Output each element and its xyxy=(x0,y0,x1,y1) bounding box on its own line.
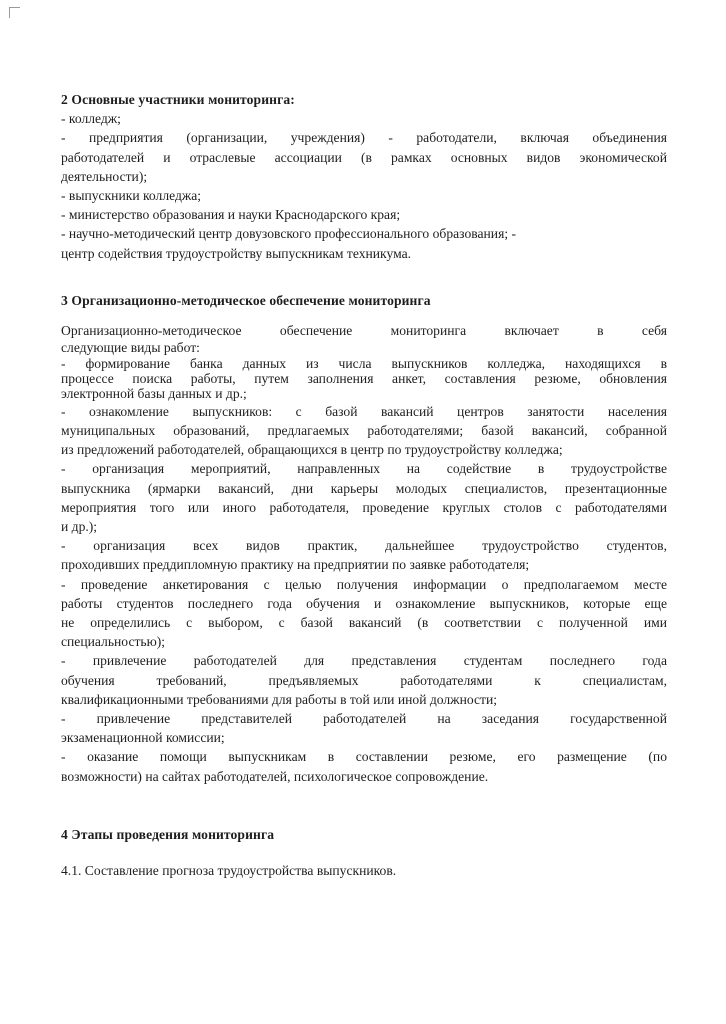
section-3-line: - формирование банка данных из числа выпускников колледжа, находящихся в xyxy=(61,355,667,371)
section-3-line: работы студентов последнего года обучения и ознакомление выпускников, которые еще xyxy=(61,595,667,611)
section-3-line: не определились с выбором, с базой вакансий (в соответствии с полученной ими xyxy=(61,615,667,631)
section-3-line: Организационно-методическое обеспечение мониторинга включает в себя xyxy=(61,323,667,338)
section-2-line: - выпускники колледжа; xyxy=(61,188,202,204)
section-3-line: - организация всех видов практик, дальнейшее трудоустройство студентов, xyxy=(61,538,667,554)
section-2 xyxy=(61,90,667,263)
section-2-line: работодателей и отраслевые ассоциации (в рамках основных видов экономической xyxy=(61,149,667,165)
section-2-line: центр содействия трудоустройству выпускникам техникума. xyxy=(61,245,412,261)
section-2-line: - министерство образования и науки Краснодарского края; xyxy=(61,207,401,223)
section-3-line: проходивших преддипломную практику на предприятии по заявке работодателя; xyxy=(61,557,530,573)
section-3-title: 3 Организационно-методическое обеспечение мониторинга xyxy=(61,293,431,308)
section-3-line: и др.); xyxy=(61,519,98,535)
section-4-title: 4 Этапы проведения мониторинга xyxy=(61,827,275,842)
section-3-line: из предложений работодателей, обращающихся в центр по трудоустройству колледжа; xyxy=(61,442,563,458)
section-3-line: - привлечение работодателей для представления студентам последнего года xyxy=(61,653,667,669)
section-3-heading-block xyxy=(61,291,667,310)
section-3-line: возможности) на сайтах работодателей, психологическое сопровождение. xyxy=(61,768,489,784)
section-3-line: следующие виды работ: xyxy=(61,340,200,356)
section-3-line: электронной базы данных и др.; xyxy=(61,386,247,402)
section-3-line: мероприятия того или иного работодателя, проведение круглых столов с работодателями xyxy=(61,499,667,515)
section-4-heading-block xyxy=(61,825,667,844)
section-3-line: специальностью); xyxy=(61,634,166,650)
section-3-line: - ознакомление выпускников: с базой вакансий центров занятости населения xyxy=(61,403,667,419)
section-3-line: - оказание помощи выпускникам в составлении резюме, его размещение (по xyxy=(61,749,667,765)
section-2-line: - научно-методический центр довузовского профессионального образования; - xyxy=(61,226,517,242)
section-3-line: обучения требований, предъявляемых работодателями к специалистам, xyxy=(61,672,667,688)
section-2-line: деятельности); xyxy=(61,168,148,184)
section-4 xyxy=(61,861,667,880)
section-3-line: муниципальных образований, предлагаемых работодателями; базой вакансий, собранной xyxy=(61,423,667,439)
section-3 xyxy=(61,321,667,786)
section-2-line: - колледж; xyxy=(61,111,121,127)
section-3-line: квалификационными требованиями для работы в той или иной должности; xyxy=(61,691,498,707)
section-3-line: - привлечение представителей работодателей на заседания государственной xyxy=(61,711,667,727)
section-3-line: выпускника (ярмарки вакансий, дни карьеры молодых специалистов, презентационные xyxy=(61,480,667,496)
section-3-line: - проведение анкетирования с целью получения информации о предполагаемом месте xyxy=(61,576,667,592)
section-3-line: - организация мероприятий, направленных на содействие в трудоустройстве xyxy=(61,461,667,477)
section-2-title: 2 Основные участники мониторинга: xyxy=(61,92,295,107)
section-4-line: 4.1. Составление прогноза трудоустройства выпускников. xyxy=(61,863,397,878)
section-2-line: - предприятия (организации, учреждения) - работодатели, включая объединения xyxy=(61,130,667,146)
section-3-line: процессе поиска работы, путем заполнения анкет, составления резюме, обновления xyxy=(61,371,667,387)
section-3-line: экзаменационной комиссии; xyxy=(61,730,225,746)
scan-corner-mark xyxy=(9,7,20,18)
